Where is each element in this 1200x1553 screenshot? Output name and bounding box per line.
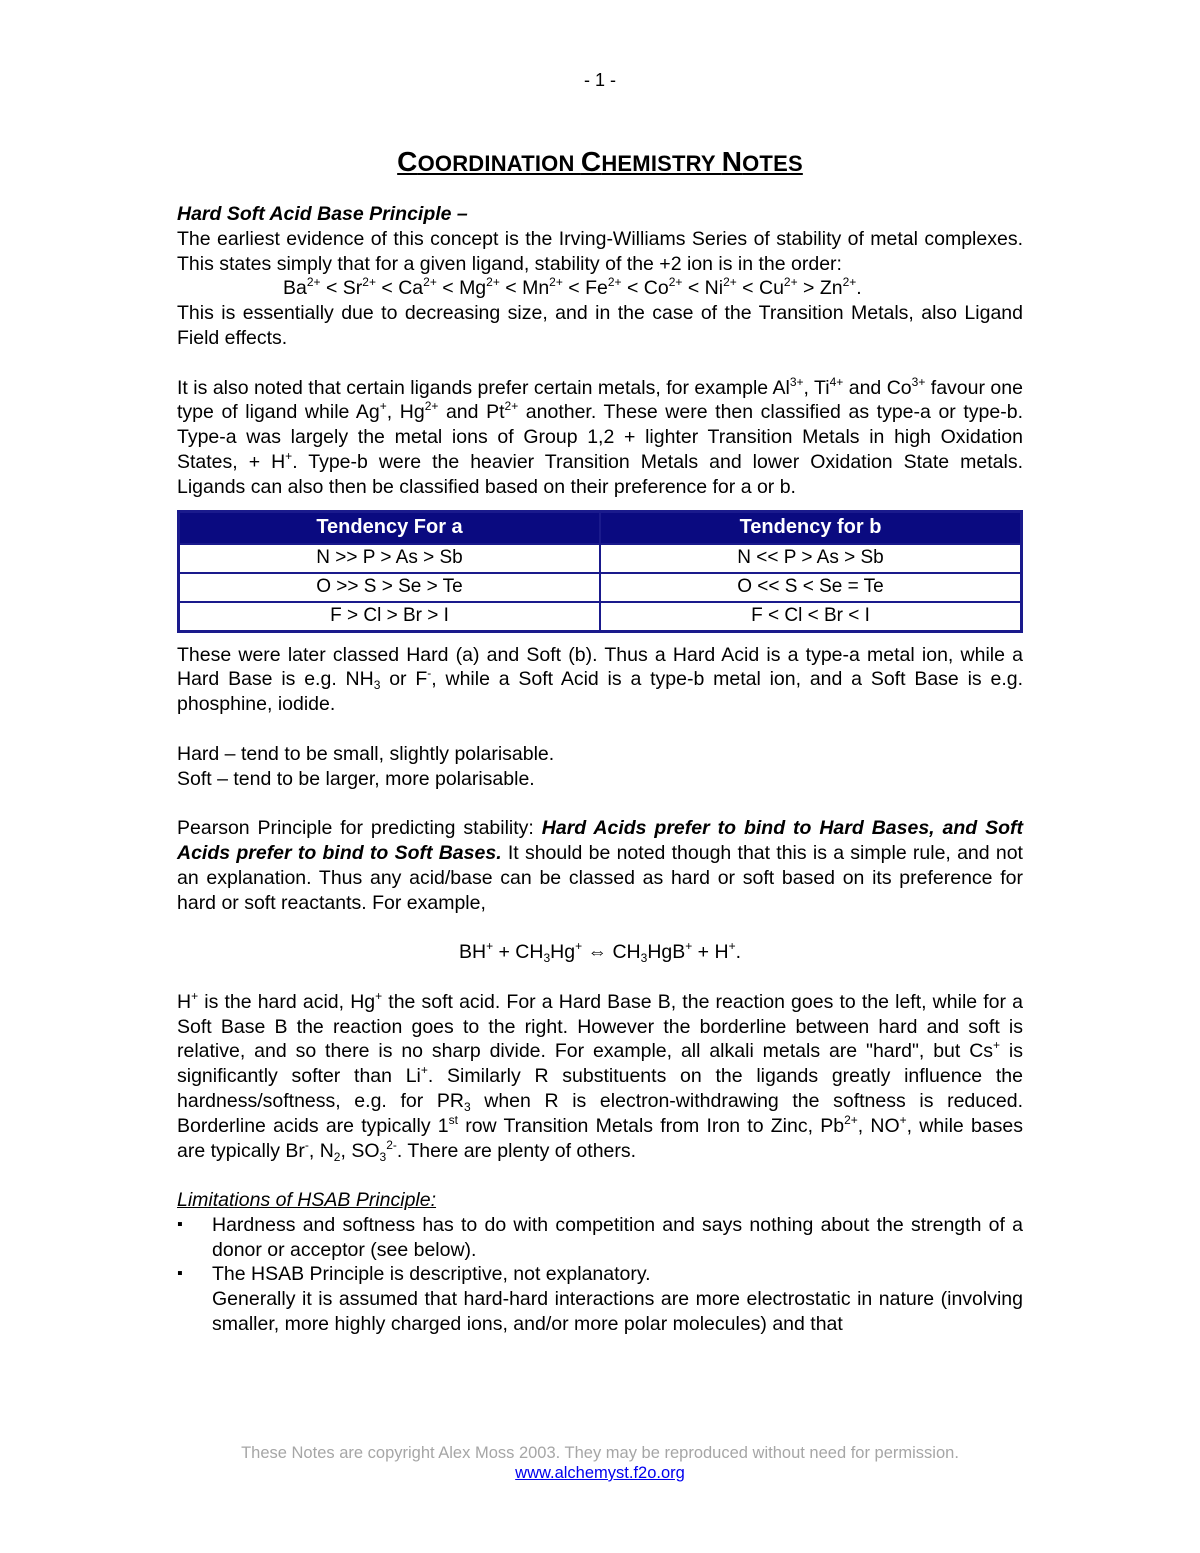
text-run: CH [612, 941, 641, 964]
page-title [177, 146, 1023, 178]
title-word-3: OTES [742, 151, 803, 176]
text-run: BH [458, 941, 487, 964]
series-sep: < [736, 277, 759, 300]
series-ion: Co [643, 277, 669, 300]
series-charge: 2+ [549, 275, 563, 290]
series-ion: Ca [398, 277, 424, 300]
paragraph-size-effect: This is essentially due to decreasing size, and in the case of the Transition Metals, also Ligand Field effects. [177, 302, 1023, 349]
text-run: is significantly softer than Li [177, 1040, 1024, 1088]
subscript: 2 [333, 1149, 341, 1164]
table-header: Tendency for b [600, 511, 1022, 544]
series-ion: Sr [342, 277, 363, 300]
list-item-text: The HSAB Principle is descriptive, not explanatory. [212, 1263, 651, 1286]
series-sep: < [436, 277, 460, 300]
text-run: These were later classed Hard (a) and Soft (b). Thus a Hard Acid is a type-a metal ion, while a Hard Base is e.g. NH [177, 643, 1023, 691]
tendency-table [177, 510, 1023, 633]
table-cell: O << S < Se = Te [600, 573, 1022, 602]
text-run: or F [380, 668, 428, 691]
series-ion: Ba [283, 277, 307, 300]
soft-definition: Soft – tend to be larger, more polarisable. [177, 767, 535, 790]
list-item: ▪ Hardness and softness has to do with competition and says nothing about the strength of a donor or acceptor (see below). [177, 1213, 1023, 1263]
superscript: + [379, 399, 387, 414]
superscript: 3+ [789, 374, 804, 389]
table-header-row [179, 511, 1022, 544]
table-cell: O >> S > Se > Te [179, 573, 601, 602]
superscript: 2+ [424, 399, 439, 414]
title-cap-1: C [397, 146, 418, 177]
text-run: Hg [550, 941, 576, 964]
table-cell: N << P > As > Sb [600, 544, 1022, 573]
website-link[interactable]: www.alchemyst.f2o.org [515, 1464, 685, 1482]
table-row [179, 602, 1022, 632]
text-run: It should be noted though that this is a simple rule, and not an explanation. Thus any acid/base can be classed as hard or soft based on its preference for hard or soft reactants. For example, [177, 841, 1023, 914]
series-ion: Mn [522, 277, 550, 300]
series-ion: Zn [819, 277, 843, 300]
superscript: + [899, 1112, 907, 1127]
text-run: . Type-b were the heavier Transition Metals and lower Oxidation State metals. Ligands can also then be classified based on their preference for a or b. [177, 450, 1023, 498]
text-run: the soft acid. For a Hard Base B, the reaction goes to the left, while for a Soft Base B the reaction goes to the right. However the borderline between hard and soft is relative, and so there is no sharp divide. For example, all alkali metals are "hard", but Cs [177, 990, 1023, 1063]
title-word-1: OORDINATION [417, 151, 581, 176]
superscript: + [191, 988, 199, 1003]
superscript: + [285, 448, 293, 463]
series-ion: Ni [704, 277, 724, 300]
subscript: 3 [543, 951, 551, 966]
superscript: - [427, 666, 432, 681]
series-sep: < [562, 277, 586, 300]
series-charge: 2+ [842, 275, 857, 290]
text-run: , SO [340, 1139, 380, 1162]
table-row [179, 573, 1022, 602]
title-cap-3: N [721, 146, 743, 177]
text-run: is the hard acid, Hg [198, 990, 376, 1013]
text-run: Pearson Principle for predicting stability: [177, 817, 542, 840]
paragraph-pearson [177, 816, 1023, 915]
text-run: , NO [857, 1114, 900, 1137]
reaction-equation [177, 940, 1023, 965]
superscript: 2+ [504, 399, 519, 414]
superscript: - [304, 1137, 309, 1152]
series-sep: < [621, 277, 644, 300]
superscript: + [420, 1063, 428, 1078]
series-charge: 2+ [486, 275, 500, 290]
equilibrium-arrow-icon: ⇔ [582, 941, 613, 964]
series-ion: Fe [585, 277, 608, 300]
series-sep: . [856, 277, 862, 300]
paragraph-irving-williams: The earliest evidence of this concept is the Irving-Williams Series of stability of metal complexes. This states simply that for a given ligand, stability of the +2 ion is in the order: [177, 227, 1023, 275]
series-charge: 2+ [607, 275, 622, 290]
superscript: 2- [386, 1137, 397, 1152]
pearson-rule: Hard Acids prefer to bind to Hard Bases, and Soft Acids prefer to bind to Soft Bases. [177, 817, 1023, 864]
paragraph-borderline [177, 990, 1023, 1164]
series-sep: < [682, 277, 705, 300]
text-run: and Pt [438, 401, 505, 424]
series-charge: 2+ [423, 275, 437, 290]
stability-series [177, 276, 1023, 301]
page-footer [0, 1443, 1200, 1483]
superscript: + [728, 939, 736, 954]
limitations-list [177, 1213, 1023, 1337]
paragraph-hard-soft [177, 643, 1023, 717]
superscript: + [486, 939, 494, 954]
series-ion: Mg [459, 277, 487, 300]
superscript: + [685, 939, 693, 954]
subscript: 3 [379, 1149, 387, 1164]
series-charge: 2+ [362, 275, 376, 290]
subscript: 3 [463, 1099, 471, 1114]
text-run: another. These were then classified as type-a or type-b. Type-a was largely the metal ions of Group 1,2 + lighter Transition Metals in high Oxidation States, + H [177, 401, 1023, 473]
superscript: 2+ [844, 1112, 858, 1127]
text-run: HgB [647, 941, 686, 964]
text-run: + CH [493, 941, 544, 964]
table-cell: F > Cl > Br > I [179, 602, 601, 632]
superscript: + [375, 988, 383, 1003]
text-run: + H [692, 941, 729, 964]
table-row [179, 544, 1022, 573]
text-run: , Ti [803, 376, 830, 399]
series-sep: < [499, 277, 523, 300]
series-sep: < [375, 277, 399, 300]
series-sep: > [797, 277, 820, 300]
title-word-2: HEMISTRY [601, 151, 722, 176]
body-text [177, 202, 1023, 1337]
hard-definition: Hard – tend to be small, slightly polarisable. [177, 742, 555, 765]
paragraph-type-a-b [177, 376, 1023, 500]
table-cell: N >> P > As > Sb [179, 544, 601, 573]
subscript: 3 [373, 678, 381, 693]
series-charge: 2+ [668, 275, 683, 290]
text-run: , while bases are typically Br [177, 1114, 1023, 1162]
series-ion: Cu [758, 277, 784, 300]
text-run: row Transition Metals from Iron to Zinc, Pb [458, 1114, 845, 1137]
superscript: 3+ [911, 374, 926, 389]
list-item-continuation: Generally it is assumed that hard-hard interactions are more electrostatic in nature (involving smaller, more highly charged ions, and/or more polar molecules) and that [212, 1288, 1023, 1336]
text-run: favour one type of ligand while Ag [177, 376, 1023, 424]
section-heading-hsab: Hard Soft Acid Base Principle – [177, 203, 468, 225]
title-cap-2: C [580, 146, 602, 177]
text-run: and Co [843, 376, 912, 399]
text-run: , N [308, 1139, 334, 1162]
superscript: 4+ [829, 374, 844, 389]
superscript: st [448, 1112, 458, 1127]
subscript: 3 [640, 951, 648, 966]
text-run: , while a Soft Acid is a type-b metal ion, and a Soft Base is e.g. phosphine, iodide. [177, 668, 1023, 716]
table-header: Tendency For a [179, 511, 601, 544]
series-charge: 2+ [723, 275, 737, 290]
series-sep: < [320, 277, 343, 300]
series-charge: 2+ [306, 275, 321, 290]
series-charge: 2+ [783, 275, 798, 290]
list-item [177, 1262, 1023, 1336]
text-run: . There are plenty of others. [396, 1139, 637, 1162]
limitations-heading: Limitations of HSAB Principle: [177, 1189, 437, 1212]
superscript: + [993, 1038, 1001, 1053]
text-run: when R is electron-withdrawing the softness is reduced. Borderline acids are typically 1 [177, 1089, 1023, 1137]
superscript: + [575, 939, 583, 954]
text-run: . Similarly R substituents on the ligands greatly influence the hardness/softness, e.g. for PR [177, 1065, 1023, 1112]
text-run: H [177, 990, 192, 1013]
text-run: , Hg [386, 401, 425, 424]
text-run: It is also noted that certain ligands prefer certain metals, for example Al [177, 376, 790, 399]
text-run: . [735, 941, 742, 964]
page-number: - 1 - [583, 70, 616, 90]
copyright-note: These Notes are copyright Alex Moss 2003. They may be reproduced without need for permission. [241, 1444, 959, 1462]
table-cell: F < Cl < Br < I [600, 602, 1022, 632]
